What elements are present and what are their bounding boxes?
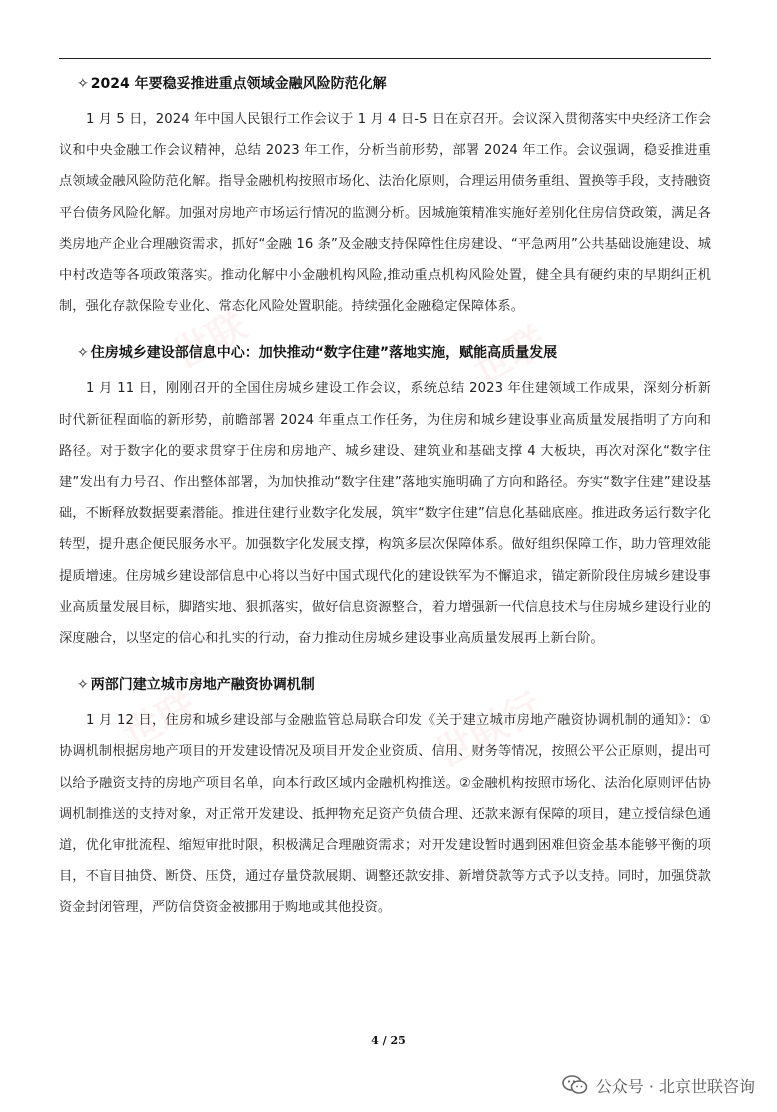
section-paragraph: 1 月 11 日，刚刚召开的全国住房城乡建设工作会议，系统总结 2023 年住建领域工作成果，深刻分析新时代新征程面临的新形势，前瞻部署 2024 年重点工作任务，为住房和城乡建设事业高质量发展指明了方向和路径。对于数字化的要求贯穿于住房和房地产、城乡建设、建筑业和基础支撑 4 大板块，再次对深化“数字住建”发出有力号召、作出整体部署，为加快推动“数字住建”落地实施明确了方向和路径。夯实“数字住建”建设基础，不断释放数据要素潜能。推进住建行业数字化发展，筑牢“数字住建”信息化基础底座。推进政务运行数字化转型，提升惠企便民服务水平。加强数字化发展支撑，构筑多层次保障体系。做好组织保障工作，助力管理效能提质增速。住房城乡建设部信息中心将以当好中国式现代化的建设铁军为不懈追求，锚定新阶段住房城乡建设事业高质量发展目标，脚踏实地、狠抓落实，做好信息资源整合，着力增强新一代信息技术与住房城乡建设行业的深度融合，以坚定的信心和扎实的行动，奋力推动住房城乡建设事业高质量发展再上新台阶。 [59, 381, 711, 647]
page-number: 4 / 25 [371, 1034, 406, 1047]
footer-brand-text: 公众号 · 北京世联咨询 [595, 1076, 755, 1096]
watermark: 世联 [115, 683, 204, 758]
section-pbc-meeting [59, 72, 711, 322]
section-paragraph: 1 月 5 日，2024 年中国人民银行工作会议于 1 月 4 日-5 日在京召开。会议深入贯彻落实中央经济工作会议和中央金融工作会议精神，总结 2023 年工作，分析当前形势，部署 2024 年工作。会议强调，稳妥推进重点领域金融风险防范化解。指导金融机构按照市场化、法治化原则，合理运用债务重组、置换等手段，支持融资平台债务风险化解。加强对房地产市场运行情况的监测分析。因城施策精准实施好差别化住房信贷政策，满足各类房地产企业合理融资需求，抓好“金融 16 条”及金融支持保障性住房建设、“平急两用”公共基础设施建设、城中村改造等各项政策落实。推动化解中小金融机构风险,推动重点机构风险处置，健全具有硬约束的早期纠正机制，强化存款保险专业化、常态化风险处置职能。持续强化金融稳定保障体系。 [59, 112, 711, 315]
section-title [59, 341, 711, 365]
section-title [59, 673, 711, 697]
wechat-icon [562, 1075, 588, 1095]
section-paragraph: 1 月 12 日，住房和城乡建设部与金融监管总局联合印发《关于建立城市房地产融资协调机制的通知》：①协调机制根据房地产项目的开发建设情况及项目开发企业资质、信用、财务等情况，按照公平公正原则，提出可以给予融资支持的房地产项目名单，向本行政区域内金融机构推送。②金融机构按照市场化、法治化原则评估协调机制推送的支持对象，对正常开发建设、抵押物充足资产负债合理、还款来源有保障的项目，建立授信绿色通道，优化审批流程、缩短审批时限，积极满足合理融资需求；对开发建设暂时遇到困难但资金基本能够平衡的项目，不盲目抽贷、断贷、压贷，通过存量贷款展期、调整还款安排、新增贷款等方式予以支持。同时，加强贷款资金封闭管理，严防信贷资金被挪用于购地或其他投资。 [59, 713, 711, 916]
section-financing-mechanism [59, 673, 711, 923]
watermark: 世联 [165, 303, 254, 378]
document-body [59, 72, 711, 924]
footer-brand [562, 1072, 755, 1098]
diamond-bullet-icon: ✧ [77, 345, 89, 362]
header-rule [59, 58, 711, 59]
section-title [59, 72, 711, 96]
diamond-bullet-icon: ✧ [77, 76, 89, 92]
watermark: 世联 [465, 318, 554, 393]
watermark: 世联行 [427, 684, 550, 777]
section-title-text: 两部门建立城市房地产融资协调机制 [90, 677, 315, 694]
diamond-bullet-icon: ✧ [77, 677, 89, 694]
section-title-text: 住房城乡建设部信息中心：加快推动“数字住建”落地实施，赋能高质量发展 [90, 345, 558, 362]
section-title-text: 2024 年要稳妥推进重点领域金融风险防范化解 [90, 76, 387, 92]
section-digital-housing [59, 341, 711, 654]
